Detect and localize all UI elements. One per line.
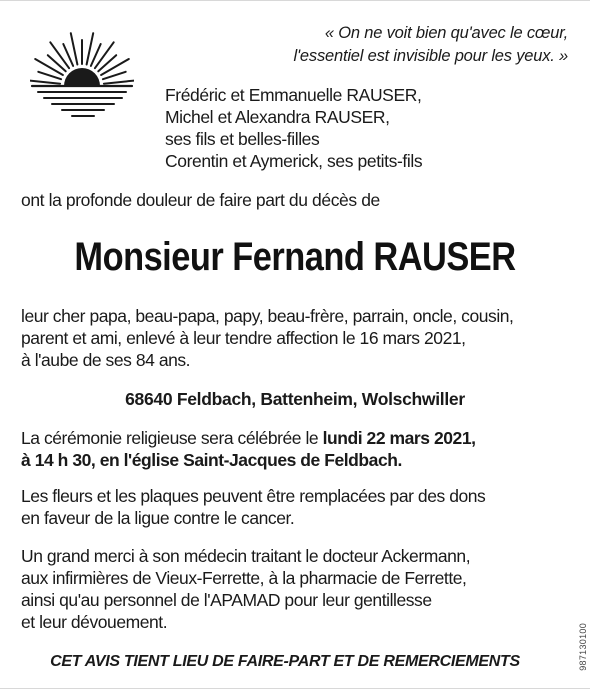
family-line: Corentin et Aymerick, ses petits-fils <box>165 151 423 171</box>
top-border <box>0 0 590 1</box>
footer-notice: CET AVIS TIENT LIEU DE FAIRE-PART ET DE REMERCIEMENTS <box>50 653 520 670</box>
sun-ray <box>104 80 134 83</box>
flowers-line: Les fleurs et les plaques peuvent être remplacées par des dons <box>21 486 486 506</box>
quote-line: l'essentiel est invisible pour les yeux. » <box>293 47 568 65</box>
thanks-line: et leur dévouement. <box>21 612 168 632</box>
sunset-over-sea-icon <box>30 28 134 124</box>
epigraph-quote <box>294 22 568 68</box>
relation-paragraph <box>21 305 513 371</box>
deceased-name: Monsieur Fernand RAUSER <box>74 235 516 279</box>
ceremony-paragraph <box>21 427 476 471</box>
thanks-line: aux infirmières de Vieux-Ferrette, à la pharmacie de Ferrette, <box>21 568 467 588</box>
relation-line: parent et ami, enlevé à leur tendre affection le 16 mars 2021, <box>21 328 466 348</box>
sun-ray <box>50 42 69 68</box>
relation-line: leur cher papa, beau-papa, papy, beau-frère, parrain, oncle, cousin, <box>21 306 514 326</box>
family-line: Frédéric et Emmanuelle RAUSER, <box>165 85 422 105</box>
family-list <box>165 84 422 172</box>
thanks-paragraph <box>21 545 470 633</box>
thanks-line: ainsi qu'au personnel de l'APAMAD pour leur gentillesse <box>21 590 432 610</box>
places-line: 68640 Feldbach, Battenheim, Wolschwiller <box>125 389 465 409</box>
flowers-line: en faveur de la ligue contre le cancer. <box>21 508 295 528</box>
family-line: Michel et Alexandra RAUSER, <box>165 107 390 127</box>
family-line: ses fils et belles-filles <box>165 129 320 149</box>
sun-ray <box>87 33 94 64</box>
sun-ray <box>30 80 60 83</box>
ceremony-date: lundi 22 mars 2021, <box>322 428 476 448</box>
reference-number: 987130100 <box>578 623 588 671</box>
ceremony-lead: La cérémonie religieuse sera célébrée le <box>21 428 323 448</box>
relation-line: à l'aube de ses 84 ans. <box>21 350 191 370</box>
quote-line: « On ne voit bien qu'avec le cœur, <box>324 24 568 42</box>
sun-ray <box>71 33 78 64</box>
announcement-intro: ont la profonde douleur de faire part du décès de <box>21 190 380 210</box>
sun-ray <box>95 42 114 68</box>
flowers-paragraph <box>21 485 485 529</box>
thanks-line: Un grand merci à son médecin traitant le docteur Ackermann, <box>21 546 471 566</box>
ceremony-time-place: à 14 h 30, en l'église Saint-Jacques de Feldbach. <box>21 450 402 470</box>
